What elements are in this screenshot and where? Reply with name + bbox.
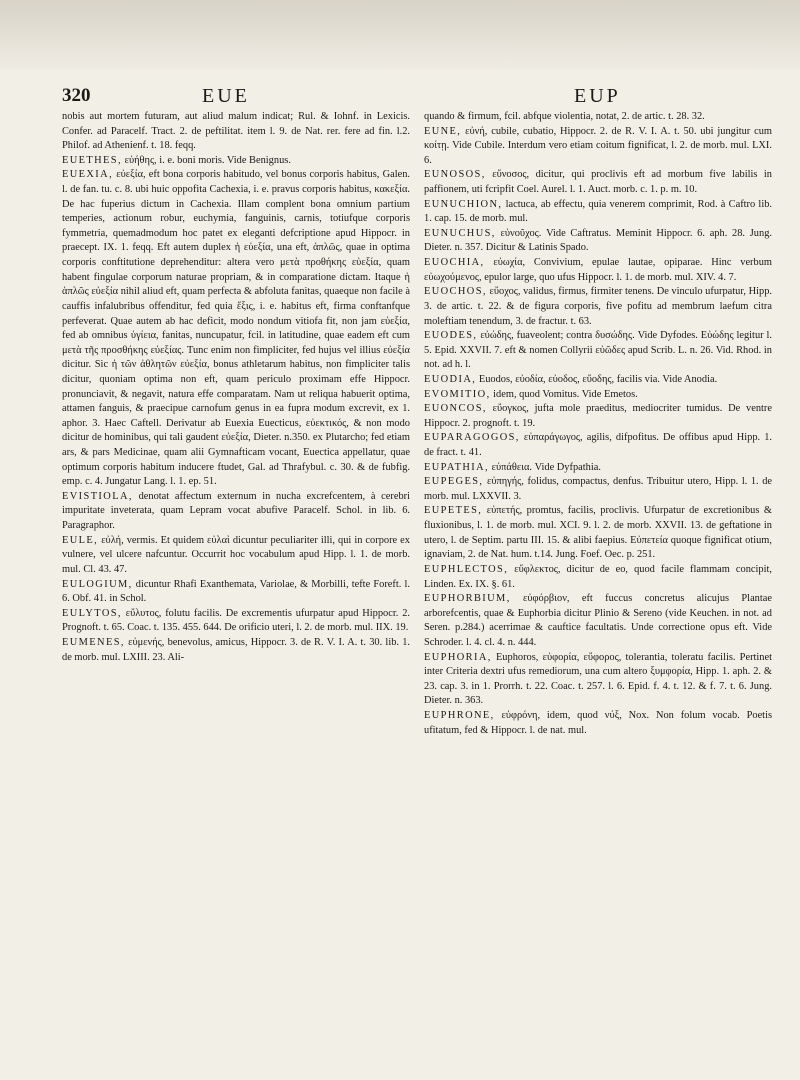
entry-headword: EUPATHIA, bbox=[424, 461, 490, 473]
dictionary-entry bbox=[424, 461, 772, 476]
dictionary-entry bbox=[62, 636, 410, 665]
entry-headword: EULYTOS, bbox=[62, 607, 122, 619]
entry-text: εὔλυτος, folutu facilis. De excrementis ufurpatur apud Hippocr. 2. Prognoft. t. 65. Coac. t. 135. 455. 644. De orificio uteri, l. 2. de morb. mul. IIX. 19. bbox=[62, 607, 410, 634]
entry-text: εὐπετής, promtus, facilis, proclivis. Ufurpatur de excretionibus & fluxionibus, l. 1. de morb. mul. XCI. 9. l. 2. de morb. XXVII. 13. de geftatione in utero, l. de Septim. partu III. 15. & alibi faepius. Εὐπετεία quoque fignificat otium, ignaviam, 2. de Nat. hum. t.14. Jung. Foef. Oec. p. 251. bbox=[424, 505, 772, 561]
entry-headword: EUETHES, bbox=[62, 154, 122, 166]
dictionary-entry bbox=[424, 110, 772, 125]
entry-text: εὐμενής, benevolus, amicus, Hippocr. 3. de R. V. I. A. t. 30. lib. 1. de morb. mul. LXIII. 23. Ali- bbox=[62, 636, 410, 663]
entry-text: Euodos, εὐοδία, εὐοδος, εὔοδης, facilis via. Vide Anodia. bbox=[478, 373, 718, 385]
entry-headword: EULOGIUM, bbox=[62, 578, 133, 590]
dictionary-entry bbox=[424, 563, 772, 592]
dictionary-entry bbox=[424, 592, 772, 650]
dictionary-entry bbox=[424, 329, 772, 373]
dictionary-entry bbox=[62, 490, 410, 534]
dictionary-entry bbox=[424, 168, 772, 197]
dictionary-entry bbox=[424, 256, 772, 285]
page-header bbox=[62, 85, 772, 109]
entry-text: nobis aut mortem futuram, aut aliud malum indicat; Rul. & Iohnf. in Lexicis. Confer. ad Paracelf. Tract. 2. de peftilitat. item l. 9. de Nat. rer. fere ad fin. l.2. Philof. ad Athenienf. t. 18. feqq. bbox=[62, 111, 410, 152]
running-head-right: EUP bbox=[574, 85, 621, 107]
entry-headword: EUPHLECTOS, bbox=[424, 563, 509, 575]
entry-text: εὐπάθεια. Vide Dyfpathia. bbox=[491, 461, 601, 473]
dictionary-entry bbox=[424, 709, 772, 738]
dictionary-entry bbox=[424, 504, 772, 562]
entry-headword: EUEXIA, bbox=[62, 169, 114, 181]
entry-headword: EUPHORBIUM, bbox=[424, 593, 511, 605]
entry-text: εὔφλεκτος, dicitur de eo, quod facile flammam concipit, Linden. Ex. IX. §. 61. bbox=[424, 563, 772, 590]
dictionary-entry bbox=[424, 373, 772, 388]
dictionary-entry bbox=[62, 578, 410, 607]
dictionary-entry bbox=[62, 534, 410, 578]
dictionary-entry bbox=[424, 227, 772, 256]
entry-headword: EULE, bbox=[62, 534, 99, 546]
entry-text: εὐφόρβιον, eft fuccus concretus alicujus Plantae arborefcentis, quae & Euphorbia dicitur Plinio & Sereno (vide Keuchen. in not. ad Seren. p.284.) acerrimae & cauftice facultatis. Unde correctione opus eft. Vide Schroder. l. 4. cl. 4. n. 444. bbox=[424, 593, 772, 648]
entry-text: εὐώδης, fuaveolent; contra δυσώδης. Vide Dyfodes. Εὐώδης legitur l. 5. Epid. XXVII. 7. eft & nomen Collyrii εὐῶδες apud Scrib. L. n. 26. Vid. Rhod. in not. ad h. l. bbox=[424, 330, 772, 371]
entry-headword: EUNUCHION, bbox=[424, 198, 503, 210]
page-number: 320 bbox=[62, 85, 91, 106]
dictionary-entry bbox=[424, 475, 772, 504]
running-head-left: EUE bbox=[202, 85, 250, 107]
entry-text: εὐεξία, eft bona corporis habitudo, vel bonus corporis habitus, Galen. l. de fan. tu. c. 8. ubi huic oppofita Cachexia, i. e. pravus corporis habitus, κακεξία. De hac fuperius dictum in Cachexia. Illam complent bona omnium partium temperies, actionum robur, euchymia, fanguinis, carnis, totiufque corporis fymmetria, quemadmodum hoc patet ex eleganti defcriptione apud Hippocr. in praecept. IX. 1. feqq. Eft autem duplex ἡ εὐεξία, una eft, ἁπλῶς, quae in optima corporis conftitutione deprehenditur: altera vero μετὰ προθήκης εὐεξία, quam habent fingulae corporum naturae propriam, & in comparatione dictam. Itaque ἡ ἁπλῶς εὐεξία nihil aliud eft, quam perfecta & abfoluta fanitas, quaeque non facile à cauffis infalubribus offenditur, fed quia ἕξις, i. e. habitus eft, firma conftanfque perfeverat. Quae autem ab hac deficit, modo nondum vitiofa fit, non jam εὐεξία, fed ab omnibus ὑγίεια, fanitas, nuncupatur, fcil. in latitudine, quae eadem eft cum μετὰ τῆς προσθήκης εὐεξίας. Tunc enim non fimpliciter, fed hujus vel illius εὐεξία dicitur. Sic ἡ τῶν ἀθλητῶν εὐεξία, bonus athletarum habitus, non fimpliciter talis dicitur, quoniam optima non eft, quam periculo proximam effe Hippocr. pronunciavit, & negavit, natura effe comparatam. Nam ut reliqua habuerit optima, attamen fanguis, & praecipue carnofum genus in ea fupra modum excrevit, ex 1. aphor. 3. Haec Caftell. Derivatur ab Euexia Euecticus, εὐεκτικός, & non modo dicitur de hominibus, qui tali gaudent εὐεξία, Dieter. n.350. ex Plutarcho; fed etiam ars, & pars Medicinae, quam alii Gymnafticam vocant, Euectica appellatur, quae optimum corporis habitum inducere ftudet, Gal. ad Thrafybul. c. 30. & de fubfig. emp. c. 4. Jungatur Lang. l. 1. ep. 51. bbox=[62, 169, 410, 488]
entry-headword: EUNE, bbox=[424, 125, 462, 137]
dictionary-entry bbox=[62, 154, 410, 169]
dictionary-entry bbox=[424, 431, 772, 460]
entry-headword: EUNOSOS, bbox=[424, 169, 486, 181]
dictionary-entry bbox=[62, 168, 410, 489]
dictionary-entry bbox=[62, 607, 410, 636]
entry-headword: EUNUCHUS, bbox=[424, 227, 496, 239]
page-top-margin bbox=[0, 0, 800, 70]
entry-headword: EVISTIOLA, bbox=[62, 490, 133, 502]
entry-text: quando & firmum, fcil. abfque violentia, notat, 2. de artic. t. 28. 32. bbox=[424, 111, 705, 122]
text-columns bbox=[62, 110, 772, 1062]
entry-headword: EUOCHIA, bbox=[424, 257, 485, 269]
dictionary-entry bbox=[424, 402, 772, 431]
entry-text: εὐωχία, Convivium, epulae lautae, opiparae. Hinc verbum εὐωχούμενος, epulor large, quo ufus Hippocr. l. 1. de morb. mul. XIV. 4. 7. bbox=[424, 257, 772, 283]
entry-text: εὐλή, vermis. Et quidem εὐλαὶ dicuntur peculiariter illi, qui in corpore ex vulnere, vel ulcere nafcuntur. Occurrit hoc vocabulum apud Hipp. l. 1. de morb. mul. Cl. 43. 47. bbox=[62, 534, 410, 575]
entry-text: εὐπηγής, folidus, compactus, denfus. Tribuitur utero, Hipp. l. 1. de morb. mul. LXXVII. 3. bbox=[424, 476, 772, 502]
left-column bbox=[62, 110, 410, 1062]
entry-text: εὐφρόνη, idem, quod νύξ, Nox. Non folum vocab. Poetis ufitatum, fed & Hippocr. l. de nat. mul. bbox=[424, 709, 772, 736]
dictionary-entry bbox=[424, 125, 772, 169]
entry-text: εὐνή, cubile, cubatio, Hippocr. 2. de R. V. I. A. t. 50. ubi jungitur cum κοίτῃ. Vide Cubile. Interdum vero etiam coitum fignificat, l. 2. de morb. mul. LXI. 6. bbox=[424, 125, 772, 166]
entry-text: εὐήθης, i. e. boni moris. Vide Benignus. bbox=[124, 154, 291, 166]
entry-headword: EUPHRONE, bbox=[424, 709, 495, 721]
entry-text: denotat affectum externum in nucha excrefcentem, à cerebri impuritate inveterata, quam Lepram vocat abufive Paracelf. Schol. in lib. 6. Paragraphor. bbox=[62, 490, 410, 532]
entry-headword: EUONCOS, bbox=[424, 403, 487, 415]
dictionary-entry bbox=[424, 285, 772, 329]
entry-headword: EUPETES, bbox=[424, 505, 483, 517]
entry-text: εὔοχος, validus, firmus, firmiter tenens. De vinculo ufurpatur, Hipp. 3. de artic. t. 22. & de figura corporis, five pofitu ad membrum laefum citra moleftiam tenendum, 3. de fractur. t. 63. bbox=[424, 286, 772, 327]
entry-headword: EUMENES, bbox=[62, 636, 125, 648]
entry-headword: EUPHORIA, bbox=[424, 651, 492, 663]
entry-text: idem, quod Vomitus. Vide Emetos. bbox=[493, 388, 638, 400]
entry-headword: EUODES, bbox=[424, 330, 478, 342]
entry-headword: EUODIA, bbox=[424, 373, 477, 385]
entry-headword: EUPEGES, bbox=[424, 476, 484, 488]
right-column bbox=[424, 110, 772, 1062]
dictionary-entry bbox=[424, 198, 772, 227]
entry-text: Euphoros, εὐφορία, εὔφορος, tolerantia, toleratu facilis. Pertinet inter Criteria dextri ufus remediorum, una cum altero ξυμφορία, Hipp. 1. aph. 2. & 23. cap. 3. in 1. Prorrh. t. 22. Coac. t. 257. l. 6. Epid. f. 4. t. 12. & f. 7. t. 6. Jung. Dieter. n. 363. bbox=[424, 651, 772, 707]
entry-headword: EVOMITIO, bbox=[424, 388, 491, 400]
entry-text: εὔογκος, jufta mole praeditus, mediocriter tumidus. De ventre Hippocr. 2. prognoft. t. 19. bbox=[424, 403, 772, 429]
dictionary-entry bbox=[424, 388, 772, 403]
entry-text: dicuntur Rhafi Exanthemata, Variolae, & Morbilli, tefte Foreft. l. 6. Obf. 41. in Schol. bbox=[62, 578, 410, 605]
entry-text: εὐνοῦχος. Vide Caftratus. Meminit Hippocr. 6. aph. 28. Jung. Dieter. n. 357. Dicitur & Latinis Spado. bbox=[424, 227, 772, 254]
entry-text: εὔνοσος, dicitur, qui proclivis eft ad morbum five labilis in paffionem, uti fcripfit Coel. Aurel. l. 1. Auct. morb. c. 1. p. m. 10. bbox=[424, 169, 772, 196]
entry-text: lactuca, ab effectu, quia venerem comprimit, Rod. à Caftro lib. 1. cap. 15. de morb. mul. bbox=[424, 198, 772, 225]
dictionary-entry bbox=[62, 110, 410, 154]
entry-headword: EUPARAGOGOS, bbox=[424, 432, 520, 444]
entry-headword: EUOCHOS, bbox=[424, 286, 487, 298]
entry-text: εὐπαράγωγος, agilis, difpofitus. De offibus apud Hipp. 1. de fract. t. 41. bbox=[424, 432, 772, 459]
dictionary-entry bbox=[424, 651, 772, 709]
